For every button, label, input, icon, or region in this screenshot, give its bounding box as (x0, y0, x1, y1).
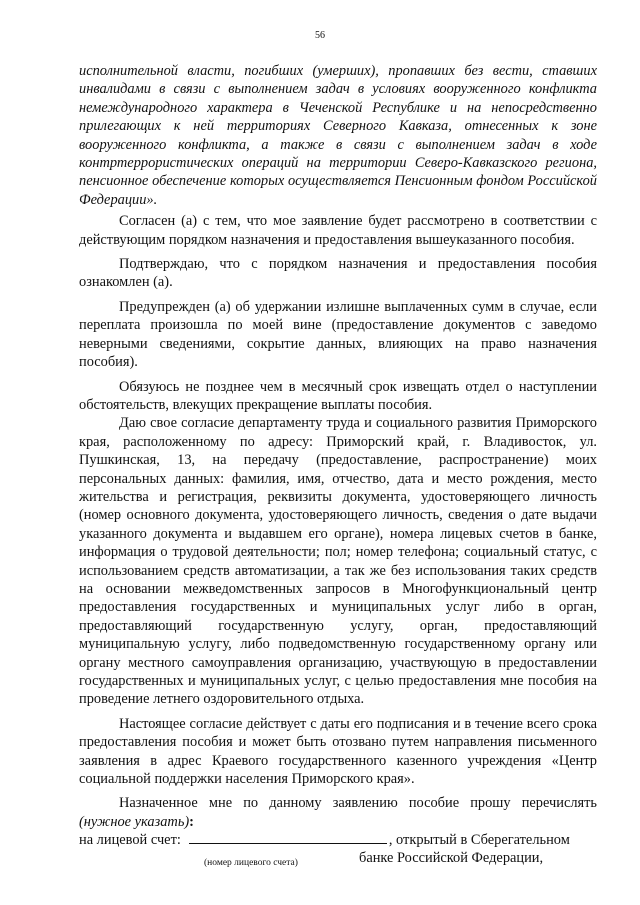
account-number-caption: (номер лицевого счета) (204, 857, 298, 868)
paragraph-agree-review: Согласен (а) с тем, что мое заявление будет рассмотрено в соответствии с действующим порядком назначения и предоставления вышеуказанного пособия. (79, 213, 597, 248)
account-field-suffix: , открытый в Сберегательном (388, 832, 570, 849)
account-field-label: на лицевой счет: (79, 832, 181, 849)
paragraph-warned: Предупрежден (а) об удержании излишне выплаченных сумм в случае, если переплата произошла по моей вине (предоставление документов с заведомо неверными сведениями, сокрытие данных, влияющих на право назначения пособия). (79, 298, 597, 371)
paragraph-consent: Даю свое согласие департаменту труда и социального развития Приморского края, расположенному по адресу: Приморский край, г. Владивосток, ул. Пушкинская, 13, на передачу (предоставление, распространение) моих персональных данных: фамилия, имя, отчество, дата и место рождения, место жительства и регистрация, реквизиты документа, удостоверяющего личность (номер основного документа, удостоверяющего личность, сведения о дате выдачи указанного документа и выдавшем его органе), номера лицевых счетов в банке, информация о трудовой деятельности; пол; номер телефона; социальный статус, с использованием средств автоматизации, а так же без использования таких средств на основании межведомственных запросов в Многофункциональный центр предоставления государственных и муниципальных услуг либо в орган, предоставляющий государственную услугу, орган, предоставляющий муниципальную услугу, либо подведомственную государственному органу или органу местного самоуправления организацию, участвующую в предоставлении государственных и муниципальных услуг, с целью предоставления мне пособия на проведение летнего оздоровительного отдыха. (79, 415, 597, 708)
intro-italic-text: исполнительной власти, погибших (умерших), пропавших без вести, ставших инвалидами в связи с выполнением задач в условиях вооруженного конфликта немеждународного характера в Чеченской Республике и на непосредственно прилегающих к ней территориях Северного Кавказа, отнесенных к зоне вооруженного конфликта, а также в связи с выполнением задач в ходе контртеррористических операций на территории Северо-Кавказского региона, пенсионное обеспечение которых осуществляется Пенсионным фондом Российской Федерации». (79, 63, 597, 208)
paragraph-transfer (79, 794, 597, 831)
account-caption-row (79, 850, 597, 872)
instruction-italic: (нужное указать) (79, 813, 190, 830)
paragraph-confirm: Подтверждаю, что с порядком назначения и предоставления пособия ознакомлен (а). (79, 256, 597, 291)
transfer-text: Назначенное мне по данному заявлению пособие прошу перечислять (119, 795, 597, 812)
document-body (79, 62, 597, 872)
paragraph-validity: Настоящее согласие действует с даты его подписания и в течение всего срока предоставления пособия и может быть отозвано путем направления письменного заявления в адрес Краевого государственного казенного учреждения «Центр социальной поддержки населения Приморского края». (79, 715, 597, 788)
account-field-line (79, 831, 597, 849)
page-number: 56 (315, 30, 325, 41)
account-number-blank[interactable] (189, 831, 387, 844)
bank-name-line: банке Российской Федерации, (359, 849, 544, 866)
instruction-colon: : (189, 813, 194, 830)
paragraph-obligation: Обязуюсь не позднее чем в месячный срок извещать отдел о наступлении обстоятельств, влекущих прекращение выплаты пособия. (79, 378, 597, 413)
